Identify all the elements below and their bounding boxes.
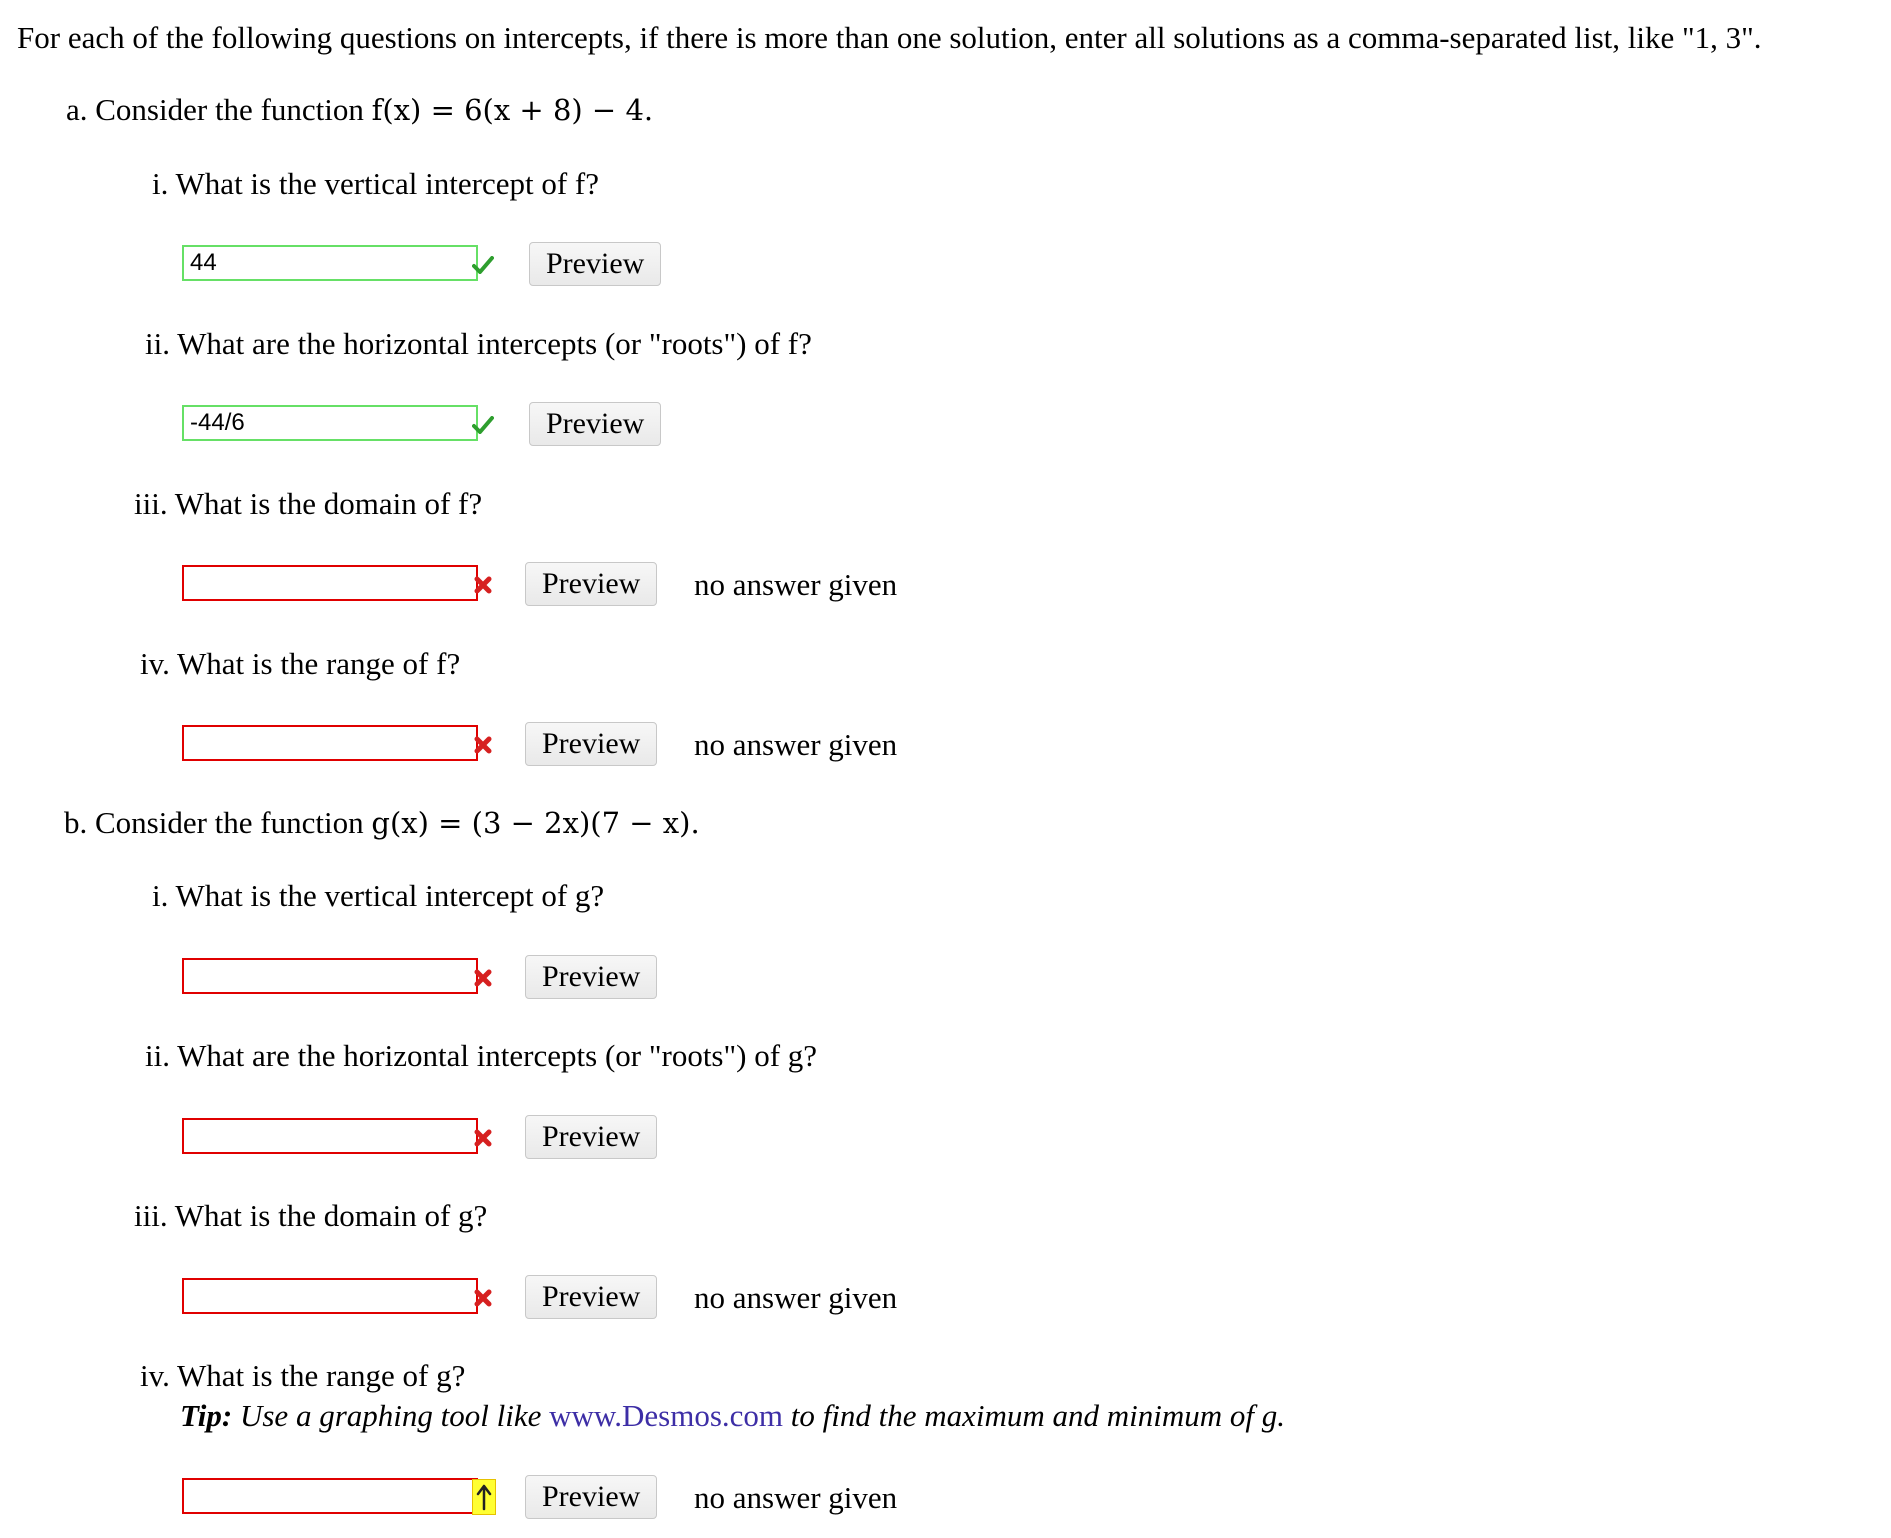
cross-icon — [472, 1127, 494, 1149]
no-answer-status: no answer given — [694, 1480, 898, 1515]
arrow-up-icon — [472, 1479, 496, 1515]
tip-label: Tip: — [180, 1398, 233, 1433]
preview-button-a-iv[interactable]: Preview — [525, 722, 657, 766]
cross-icon — [472, 1287, 494, 1309]
instructions: For each of the following questions on intercepts, if there is more than one solution, enter all solutions as a comma-separated list, like "1, 3". — [17, 20, 1762, 55]
cross-icon — [472, 734, 494, 756]
question-a-ii: ii. What are the horizontal intercepts (or "roots") of f? — [145, 326, 812, 361]
no-answer-status: no answer given — [694, 1280, 898, 1315]
answer-input-a-ii[interactable] — [182, 405, 478, 441]
cross-icon — [472, 574, 494, 596]
preview-button-b-i[interactable]: Preview — [525, 955, 657, 999]
preview-button-b-ii[interactable]: Preview — [525, 1115, 657, 1159]
tip-text — [180, 1394, 1285, 1438]
part-b-prefix: b. Consider the function — [64, 805, 364, 840]
question-b-iv: iv. What is the range of g? — [140, 1358, 466, 1393]
part-b-function: g(x) = (3 − 2x)(7 − x). — [371, 806, 700, 840]
preview-button-a-iii[interactable]: Preview — [525, 562, 657, 606]
tip-after-link: to find the maximum and minimum of g. — [790, 1398, 1286, 1433]
part-a-prefix: a. Consider the function — [66, 92, 364, 127]
question-a-iii: iii. What is the domain of f? — [134, 486, 483, 521]
answer-input-b-ii[interactable] — [182, 1118, 478, 1154]
answer-input-a-i[interactable] — [182, 245, 478, 281]
desmos-link[interactable]: www.Desmos.com — [549, 1398, 784, 1433]
checkmark-icon — [472, 414, 494, 436]
checkmark-icon — [472, 254, 494, 276]
part-b-heading — [64, 801, 700, 845]
answer-input-a-iii[interactable] — [182, 565, 478, 601]
question-a-iv: iv. What is the range of f? — [140, 646, 461, 681]
answer-input-b-i[interactable] — [182, 958, 478, 994]
part-a-function: f(x) = 6(x + 8) − 4. — [371, 93, 654, 127]
answer-input-b-iv[interactable] — [182, 1478, 478, 1514]
preview-button-a-i[interactable]: Preview — [529, 242, 661, 286]
no-answer-status: no answer given — [694, 727, 898, 762]
question-b-i: i. What is the vertical intercept of g? — [152, 878, 605, 913]
preview-button-b-iv[interactable]: Preview — [525, 1475, 657, 1519]
part-a-heading — [66, 88, 653, 132]
no-answer-status: no answer given — [694, 567, 898, 602]
preview-button-a-ii[interactable]: Preview — [529, 402, 661, 446]
answer-input-b-iii[interactable] — [182, 1278, 478, 1314]
cross-icon — [472, 967, 494, 989]
question-a-i: i. What is the vertical intercept of f? — [152, 166, 600, 201]
answer-input-a-iv[interactable] — [182, 725, 478, 761]
tip-before-link: Use a graphing tool like — [239, 1398, 542, 1433]
question-b-ii: ii. What are the horizontal intercepts (or "roots") of g? — [145, 1038, 818, 1073]
question-b-iii: iii. What is the domain of g? — [134, 1198, 488, 1233]
preview-button-b-iii[interactable]: Preview — [525, 1275, 657, 1319]
